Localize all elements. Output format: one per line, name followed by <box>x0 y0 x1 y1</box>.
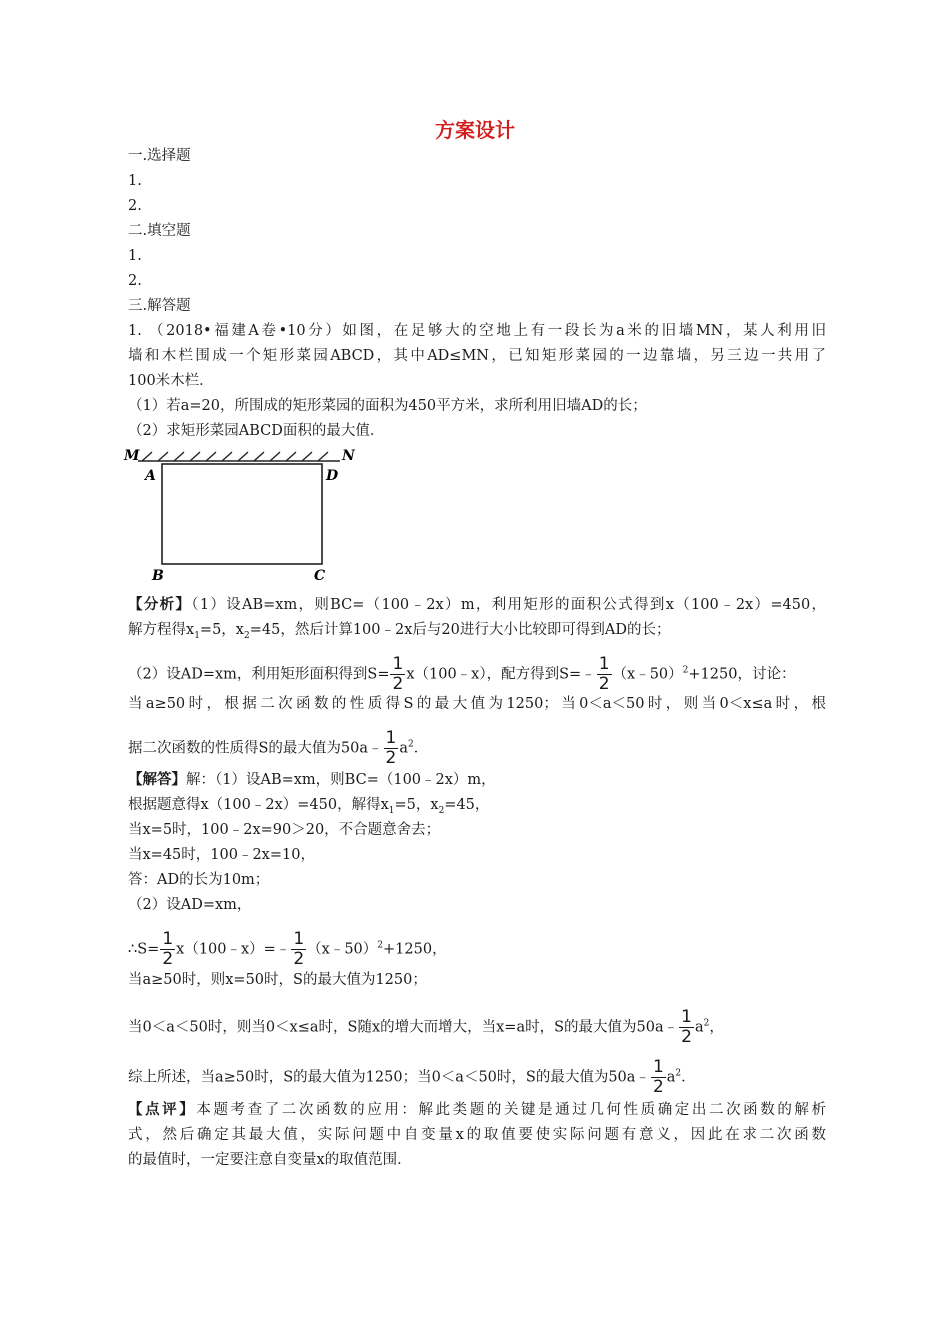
fraction-half: $\frac{1}{2}$ <box>162 929 174 969</box>
choice-item-2: 2. <box>128 198 142 214</box>
solution-line-7: ∴S= $\frac{1}{2}$ x（100﹣x）=﹣ $\frac{1}{2}$ （x﹣50）$^2$+1250， <box>128 929 447 969</box>
solution-line-2: 根据题意得x（100﹣2x）=450，解得$x_1=5$，$x_2=45$， <box>128 797 490 816</box>
fill-item-1: 1. <box>128 248 142 264</box>
label-a: A <box>145 468 156 484</box>
fraction-half: $\frac{1}{2}$ <box>385 728 397 768</box>
problem-question-1: （1）若a=20，所围成的矩形菜园的面积为450平方米，求所利用旧墙AD的长； <box>128 398 647 414</box>
solution-line-6: （2）设AD=xm， <box>128 897 252 913</box>
fraction-half: $\frac{1}{2}$ <box>652 1057 664 1097</box>
solution-tag: 【解答】 <box>128 771 186 788</box>
fraction-half: $\frac{1}{2}$ <box>598 654 610 694</box>
solution-line-9: 当0＜a＜50时，则当0＜x≤a时，S随x的增大而增大，当x=a时，S的最大值为50a﹣ $\frac{1}{2}$ $a^2$， <box>128 1007 724 1047</box>
problem-question-2: （2）求矩形菜园ABCD面积的最大值． <box>128 423 385 439</box>
label-n: N <box>342 448 355 464</box>
page-title: 方案设计 <box>435 118 515 142</box>
comment-line-2: 式，然后确定其最大值，实际问题中自变量x的取值要使实际问题有意义，因此在求二次函数 <box>128 1127 826 1143</box>
rectangle-abcd <box>162 464 322 564</box>
analysis-line-2: 解方程得$x_1=5$，$x_2=45$，然后计算100﹣2x后与20进行大小比较即可得到AD的长； <box>128 622 671 641</box>
solution-line-3: 当x=5时，100﹣2x=90＞20，不合题意舍去； <box>128 822 441 838</box>
analysis-line-1: 【分析】（1）设AB=xm，则BC=（100﹣2x）m，利用矩形的面积公式得到x（100﹣2x）=450， <box>128 596 827 613</box>
solution-line-5: 答：AD的长为10m； <box>128 872 270 888</box>
choice-item-1: 1. <box>128 173 142 189</box>
analysis-line-5: 据二次函数的性质得S的最大值为50a﹣ $\frac{1}{2}$ $a^2$． <box>128 728 429 768</box>
label-c: C <box>314 568 326 584</box>
comment-tag: 【点评】 <box>128 1101 197 1118</box>
fraction-half: $\frac{1}{2}$ <box>293 929 305 969</box>
fraction-half: $\frac{1}{2}$ <box>681 1007 692 1047</box>
section-heading-answer: 三.解答题 <box>128 298 191 314</box>
label-b: B <box>152 568 164 584</box>
label-m: M <box>124 448 140 464</box>
fill-item-2: 2. <box>128 273 142 289</box>
analysis-line-3: （2）设AD=xm，利用矩形面积得到S= $\frac{1}{2}$ x（100﹣x），配方得到S=﹣ $\frac{1}{2}$ （x﹣50）$^2$+1250，讨论： <box>128 654 796 694</box>
solution-line-1: 【解答】解：（1）设AB=xm，则BC=（100﹣2x）m， <box>128 771 496 788</box>
rectangle-garden-figure <box>118 444 368 586</box>
problem-line-3: 100米木栏． <box>128 373 214 389</box>
section-heading-choice: 一.选择题 <box>128 148 191 164</box>
problem-line-1: 1. （2018•福建A卷•10分）如图，在足够大的空地上有一段长为a米的旧墙MN，某人利用旧 <box>128 323 826 339</box>
analysis-line-4: 当a≥50时，根据二次函数的性质得S的最大值为1250；当0＜a＜50时，则当0＜x≤a时，根 <box>128 696 826 712</box>
comment-line-3: 的最值时，一定要注意自变量x的取值范围． <box>128 1152 412 1168</box>
solution-line-10: 综上所述，当a≥50时，S的最大值为1250；当0＜a＜50时，S的最大值为50a﹣ $\frac{1}{2}$ $a^2$． <box>128 1057 696 1097</box>
wall-hatching <box>142 452 328 461</box>
section-heading-fill: 二.填空题 <box>128 223 191 239</box>
solution-line-8: 当a≥50时，则x=50时，S的最大值为1250； <box>128 972 427 988</box>
analysis-tag: 【分析】 <box>128 596 192 613</box>
comment-line-1: 【点评】本题考查了二次函数的应用：解此类题的关键是通过几何性质确定出二次函数的解析 <box>128 1101 827 1118</box>
label-d: D <box>326 468 339 484</box>
fraction-half: $\frac{1}{2}$ <box>392 654 404 694</box>
solution-line-4: 当x=45时，100﹣2x=10， <box>128 847 315 863</box>
problem-line-2: 墙和木栏围成一个矩形菜园ABCD，其中AD≤MN，已知矩形菜园的一边靠墙，另三边一共用了 <box>128 348 826 364</box>
